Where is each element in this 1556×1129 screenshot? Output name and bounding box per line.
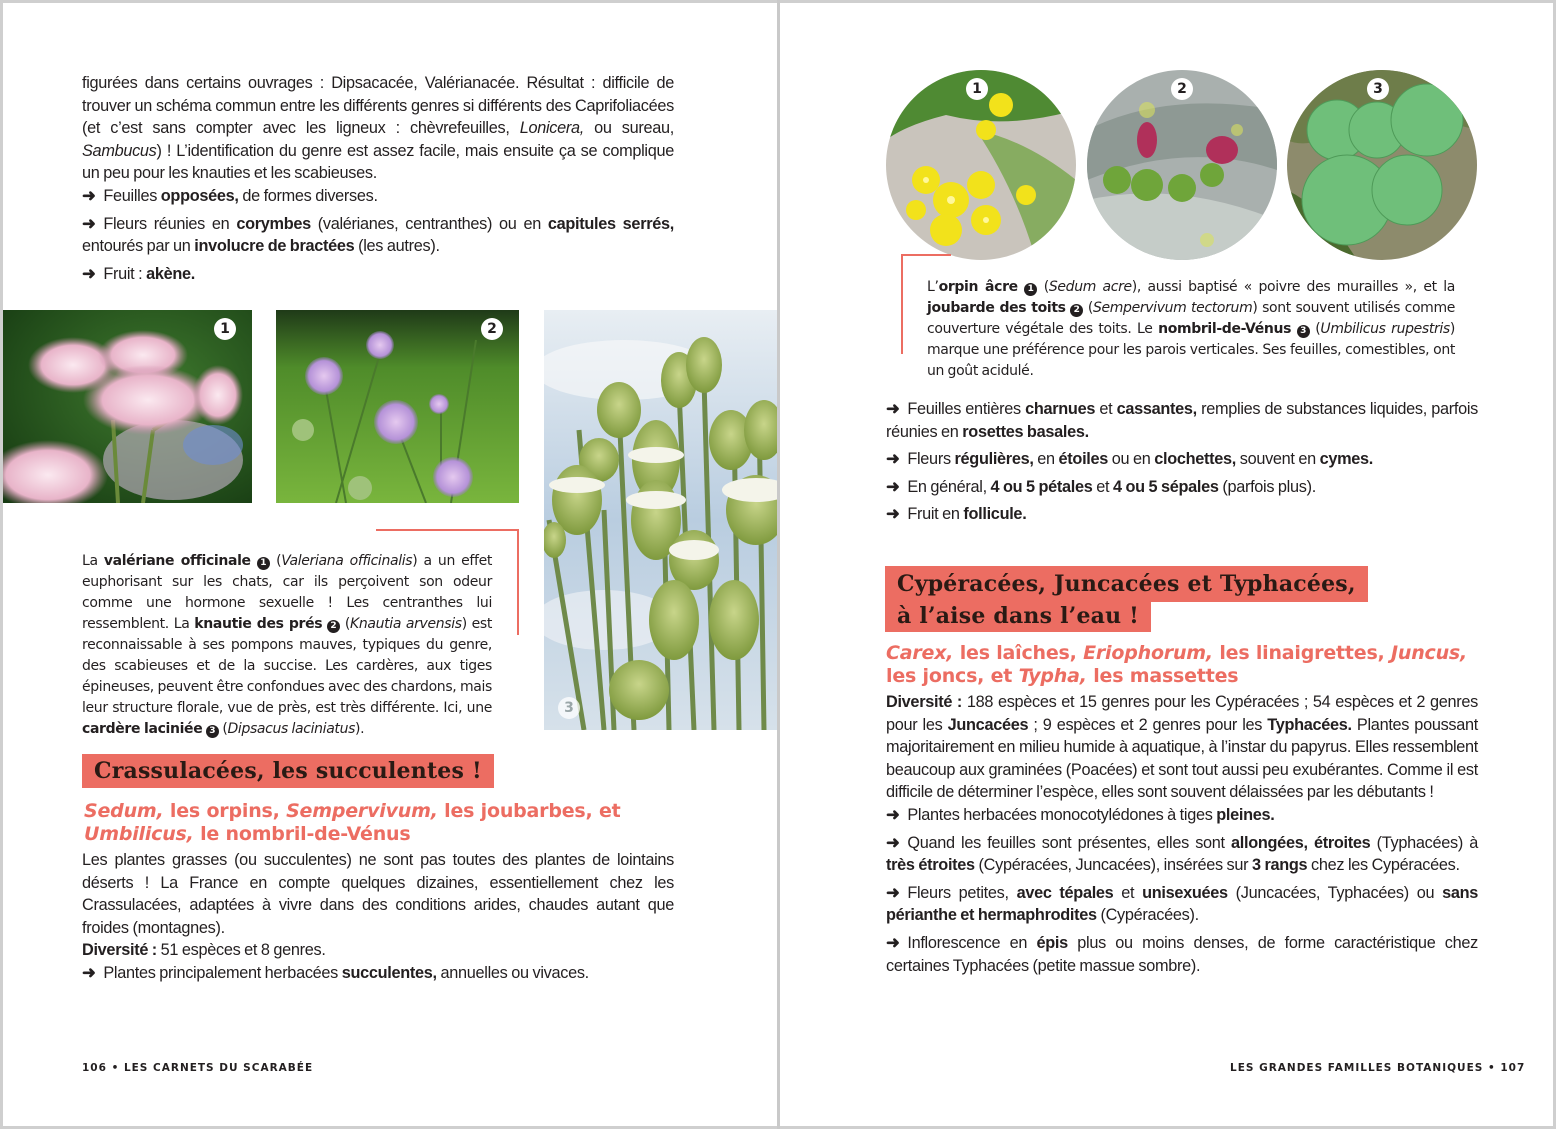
photo-caption: La valériane officinale 1 (Valeriana officinalis) a un effet euphorisant sur les chats, car ils perçoivent son odeur comme une hormone sexuelle ! Les centranthes lui ressemblent. La knautie des prés 2 (Knautia arvensis) est reconnaissable à ses pompons mauves, typiques du genre, des scabieuses et de la succise. Les cardères, aux tiges épineuses, peuvent être confondues avec des chardons, mais leur structure florale, vue de près, est très différente. Ici, une cardère laciniée 3 (Dipsacus laciniatus). (82, 553, 492, 737)
knautie-image (276, 310, 519, 503)
bullet-item: ➜ Feuilles opposées, de formes diverses. (82, 186, 378, 205)
page-folio-left: 106 • LES CARNETS DU SCARABÉE (82, 1062, 314, 1074)
bullet-item: ➜ Fruit : akène. (82, 264, 195, 283)
section-heading-wrap (885, 566, 1478, 632)
right-arrow-icon: ➜ (886, 477, 900, 496)
diversity-paragraph: Diversité : 188 espèces et 15 genres pour les Cypéracées ; 54 espèces et 2 genres pour les Juncacées ; 9 espèces et 2 genres pour les Typhacées. Plantes poussant majoritairement en milieu humide à aquatique, à l’instar du papyrus. Elles ressemblent beaucoup aux graminées (Poacées) et sont tout aussi peu exubérantes. Comme il est difficile de déterminer l’espèce, elles sont souvent délaissées par les débutants ! (886, 692, 1478, 802)
bullet-item: ➜ Fleurs petites, avec tépales et unisexuées (Juncacées, Typhacées) ou sans périanthe et hermaphrodites (Cypéracées). (886, 883, 1478, 925)
section-heading-line2: à l’aise dans l’eau ! (885, 602, 1151, 632)
photo-knautie-des-pres (276, 310, 519, 503)
photo-reference-number: 3 (1297, 325, 1310, 338)
left-bottom-column (82, 551, 674, 985)
right-arrow-icon: ➜ (886, 883, 900, 902)
intro-paragraph: figurées dans certains ouvrages : Dipsacacée, Valérianacée. Résultat : difficile de trouver un schéma commun entre les différents genres si différents des Caprifoliacées (et c’est sans compter avec les ligneux : chèvrefeuilles, Lonicera, ou sureau, Sambucus) ! L’identification du genre est assez facile, mais ensuite ça se complique un peu pour les knauties et les scabieuses. (82, 74, 674, 183)
bullet-item: ➜ Fruit en follicule. (886, 505, 1027, 524)
photo-reference-number: 1 (1024, 283, 1037, 296)
right-arrow-icon: ➜ (886, 450, 900, 469)
right-arrow-icon: ➜ (886, 805, 900, 824)
photo-reference-number: 1 (257, 557, 270, 570)
photo-caption: L’orpin âcre 1 (Sedum acre), aussi baptisé « poivre des murailles », et la joubarde des toits 2 (Sempervivum tectorum) sont souvent utilisés comme couverture végétale des toits. Le nombril-de-Vénus 3 (Umbilicus rupestris) marque une préférence pour les parois verticales. Ses feuilles, comestibles, ont un goût acidulé. (927, 279, 1455, 379)
photo-number-badge: 3 (1367, 78, 1389, 100)
photo-reference-number: 3 (206, 725, 219, 738)
right-arrow-icon: ➜ (886, 400, 900, 418)
crassulacees-bullets (886, 398, 1478, 526)
right-arrow-icon: ➜ (82, 186, 96, 205)
photo-number-badge: 1 (214, 318, 236, 340)
bullet-item: ➜ Feuilles entières charnues et cassantes, remplies de substances liquides, parfois réunies en rosettes basales. (886, 400, 1478, 441)
photo-number-badge: 2 (1171, 78, 1193, 100)
bullet-item: ➜ Inflorescence en épis plus ou moins denses, de forme caractéristique chez certaines Typhacées (petite massue sombre). (886, 933, 1478, 975)
right-arrow-icon: ➜ (886, 833, 900, 852)
valeriane-image (3, 310, 252, 503)
bullet-item: ➜ En général, 4 ou 5 pétales et 4 ou 5 sépales (parfois plus). (886, 477, 1316, 496)
photo-reference-number: 2 (1070, 304, 1083, 317)
section-subheading: Sedum, les orpins, Sempervivum, les joubarbes, et Umbilicus, le nombril-de-Vénus (84, 800, 621, 845)
right-arrow-icon: ➜ (82, 214, 96, 233)
section-body (82, 849, 674, 985)
section-subheading: Carex, les laîches, Eriophorum, les linaigrettes, Juncus, les joncs, et Typha, les massettes (886, 641, 1468, 687)
photo-number-badge: 2 (481, 318, 503, 340)
left-top-column (82, 72, 674, 285)
section-heading-wrap (82, 754, 674, 788)
section-body (886, 691, 1478, 977)
right-column (886, 277, 1478, 977)
bullet-item: ➜ Plantes herbacées monocotylédones à tiges pleines. (886, 805, 1275, 824)
section-heading-line1: Cypéracées, Juncacées et Typhacées, (885, 566, 1368, 602)
page-folio-right: LES GRANDES FAMILLES BOTANIQUES • 107 (1230, 1062, 1526, 1074)
callout-rule (901, 254, 951, 256)
callout-rule (376, 529, 519, 531)
section-paragraph: Les plantes grasses (ou succulentes) ne sont pas toutes des plantes de lointains déserts ! La France en compte quelques dizaines, essentiellement chez les Crassulacées, adaptées à vivre dans des conditions arides, chaudes autant que froides (montagnes). (82, 851, 674, 937)
photo-valeriane-officinale (3, 310, 252, 503)
bullet-item: ➜ Plantes principalement herbacées succulentes, annuelles ou vivaces. (82, 963, 589, 982)
photo-joubarbe-des-toits (1087, 70, 1277, 260)
photo-reference-number: 2 (327, 620, 340, 633)
page-gutter (777, 0, 780, 1129)
photo-orpin-acre (886, 70, 1076, 260)
photo-number-badge: 1 (966, 78, 988, 100)
right-arrow-icon: ➜ (886, 505, 900, 524)
bullet-item: ➜ Fleurs régulières, en étoiles ou en clochettes, souvent en cymes. (886, 450, 1374, 469)
photo-nombril-de-venus (1287, 70, 1477, 260)
section-heading: Crassulacées, les succulentes ! (82, 754, 494, 788)
right-arrow-icon: ➜ (82, 963, 96, 982)
right-arrow-icon: ➜ (82, 264, 96, 283)
bullet-item: ➜ Fleurs réunies en corymbes (valérianes, centranthes) ou en capitules serrés, entourés par un involucre de bractées (les autres). (82, 214, 674, 256)
diversity-line (82, 939, 674, 962)
bullet-item: ➜ Quand les feuilles sont présentes, elles sont allongées, étroites (Typhacées) à très étroites (Cypéracées, Juncacées), insérées sur 3 rangs chez les Cypéracées. (886, 833, 1478, 875)
diversity-label: Diversité : (82, 941, 157, 960)
right-arrow-icon: ➜ (886, 933, 900, 952)
photo-number-badge: 3 (558, 697, 580, 719)
diversity-value: 51 espèces et 8 genres. (156, 941, 326, 960)
